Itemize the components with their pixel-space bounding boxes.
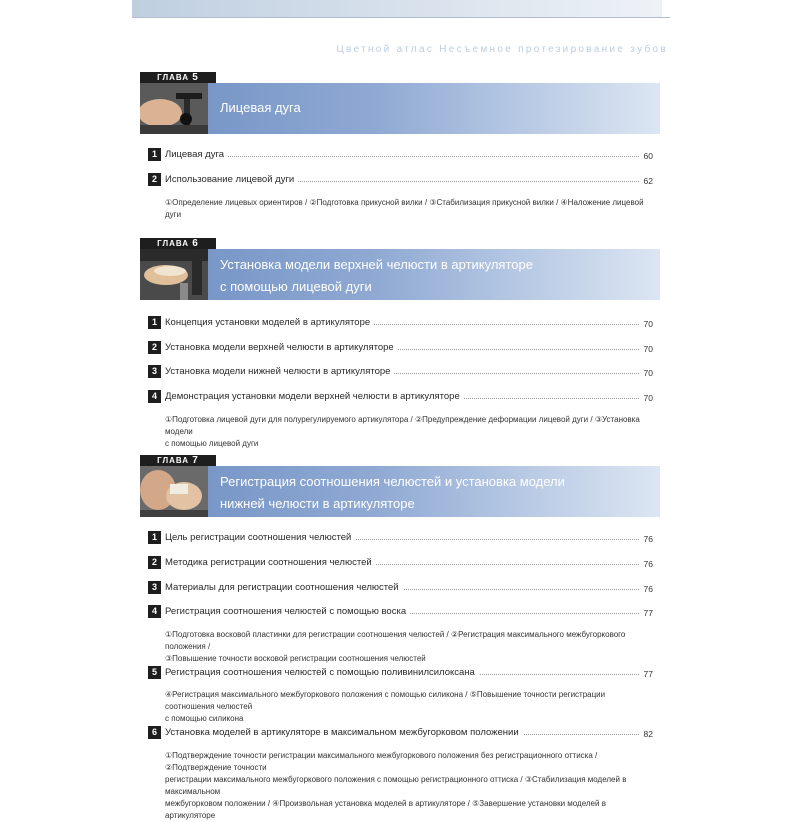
subsection-line: ①Подготовка лицевой дуги для полурегулируемого артикулятора / ②Предупреждение деформации лицевой дуги / ③Установка модели [165,415,640,436]
entry-subsections [165,750,655,822]
toc-entry[interactable] [148,725,653,741]
subsection-line: ①Определение лицевых ориентиров / ②Подготовка прикусной вилки / ③Стабилизация прикусной вилки / ④Наложение лицевой дуги [165,198,644,219]
toc-entry[interactable] [148,580,653,596]
toc-entry[interactable] [148,172,653,188]
entry-page: 76 [643,534,653,544]
subsection-line: ①Подтверждение точности регистрации максимального межбугоркового положения без регистрационного оттиска / ②Подтверждение точности [165,751,598,772]
header-rule [132,17,670,18]
chapter-photo [140,249,208,300]
subsection-line: с помощью лицевой дуги [165,439,259,448]
entry-title: Методика регистрации соотношения челюстей [165,556,376,569]
chapter-label [140,455,216,466]
entry-title: Материалы для регистрации соотношения челюстей [165,581,403,594]
entry-number: 2 [148,556,161,569]
chapter-title [220,97,301,119]
chapter-5 [140,72,660,134]
entry-number: 2 [148,173,161,186]
entry-number: 3 [148,365,161,378]
entry-number: 4 [148,390,161,403]
subsection-line: ④Регистрация максимального межбугоркового положения с помощью силикона / ⑤Повышение точности регистрации соотношения челюстей [165,690,606,711]
chapter-label-text: ГЛАВА [157,456,190,465]
toc-entry[interactable] [148,315,653,331]
entry-title: Демонстрация установки модели верхней челюсти в артикуляторе [165,390,464,403]
entry-page: 77 [643,608,653,618]
entry-title: Установка модели верхней челюсти в артикуляторе [165,341,398,354]
entry-page: 76 [643,584,653,594]
entry-page: 70 [643,344,653,354]
subsection-line: ③Повышение точности восковой регистрации соотношения челюстей [165,654,426,663]
chapter-banner [140,466,660,517]
entry-number: 4 [148,605,161,618]
subsection-line: с помощью силикона [165,714,244,723]
chapter-banner [140,83,660,134]
chapter-number: 7 [192,455,199,466]
toc-entry[interactable] [148,389,653,405]
toc-entry[interactable] [148,147,653,163]
entry-number: 5 [148,666,161,679]
chapter-title [220,471,565,515]
chapter-title-line: Регистрация соотношения челюстей и установка модели [220,474,565,489]
subsection-line: ①Подготовка восковой пластинки для регистрации соотношения челюстей / ②Регистрация максимального межбугоркового положения / [165,630,626,651]
entry-title: Установка модели нижней челюсти в артикуляторе [165,365,394,378]
chapter-title-line: Установка модели верхней челюсти в артикуляторе [220,257,533,272]
entry-page: 70 [643,393,653,403]
chapter-photo [140,466,208,517]
entry-title: Цель регистрации соотношения челюстей [165,531,355,544]
entry-page: 60 [643,151,653,161]
chapter-label-text: ГЛАВА [157,239,190,248]
chapter-title-line: с помощью лицевой дуги [220,279,372,294]
entry-page: 77 [643,669,653,679]
chapter-number: 6 [192,238,199,249]
entry-number: 1 [148,531,161,544]
entry-title: Концепция установки моделей в артикуляторе [165,316,374,329]
entry-title: Регистрация соотношения челюстей с помощью воска [165,605,410,618]
toc-entry[interactable] [148,665,653,681]
entry-subsections [165,197,655,221]
chapter-title [220,254,533,298]
entry-title: Лицевая дуга [165,148,228,161]
chapter-title-line: Лицевая дуга [220,100,301,115]
entry-number: 1 [148,316,161,329]
entry-page: 76 [643,559,653,569]
toc-entry[interactable] [148,604,653,620]
subsection-line: межбугорковом положении / ④Произвольная установка моделей в артикуляторе / ⑤Завершение установки моделей в артикуляторе [165,799,606,820]
chapter-7 [140,455,660,517]
chapter-6 [140,238,660,300]
header-band [132,0,662,18]
dot-leader [165,156,639,157]
entry-page: 70 [643,368,653,378]
chapter-title-line: нижней челюсти в артикуляторе [220,496,415,511]
entry-subsections [165,689,655,725]
entry-number: 1 [148,148,161,161]
subsection-line: регистрации максимального межбугоркового положения с помощью регистрационного оттиска / ③Стабилизация моделей в максимальном [165,775,627,796]
running-title: Цветной атлас Несъемное протезирование зубов [336,44,668,55]
entry-subsections [165,629,655,665]
toc-entry[interactable] [148,364,653,380]
entry-title: Установка моделей в артикуляторе в максимальном межбугорковом положении [165,726,523,739]
entry-title: Регистрация соотношения челюстей с помощью поливинилсилоксана [165,666,479,679]
chapter-label [140,72,216,83]
toc-entry[interactable] [148,340,653,356]
chapter-banner [140,249,660,300]
chapter-number: 5 [192,72,199,83]
toc-entry[interactable] [148,555,653,571]
toc-entry[interactable] [148,530,653,546]
chapter-label-text: ГЛАВА [157,73,190,82]
chapter-label [140,238,216,249]
entry-subsections [165,414,655,450]
entry-number: 2 [148,341,161,354]
entry-page: 82 [643,729,653,739]
entry-page: 70 [643,319,653,329]
entry-number: 6 [148,726,161,739]
entry-title: Использование лицевой дуги [165,173,298,186]
chapter-photo [140,83,208,134]
entry-page: 62 [643,176,653,186]
entry-number: 3 [148,581,161,594]
